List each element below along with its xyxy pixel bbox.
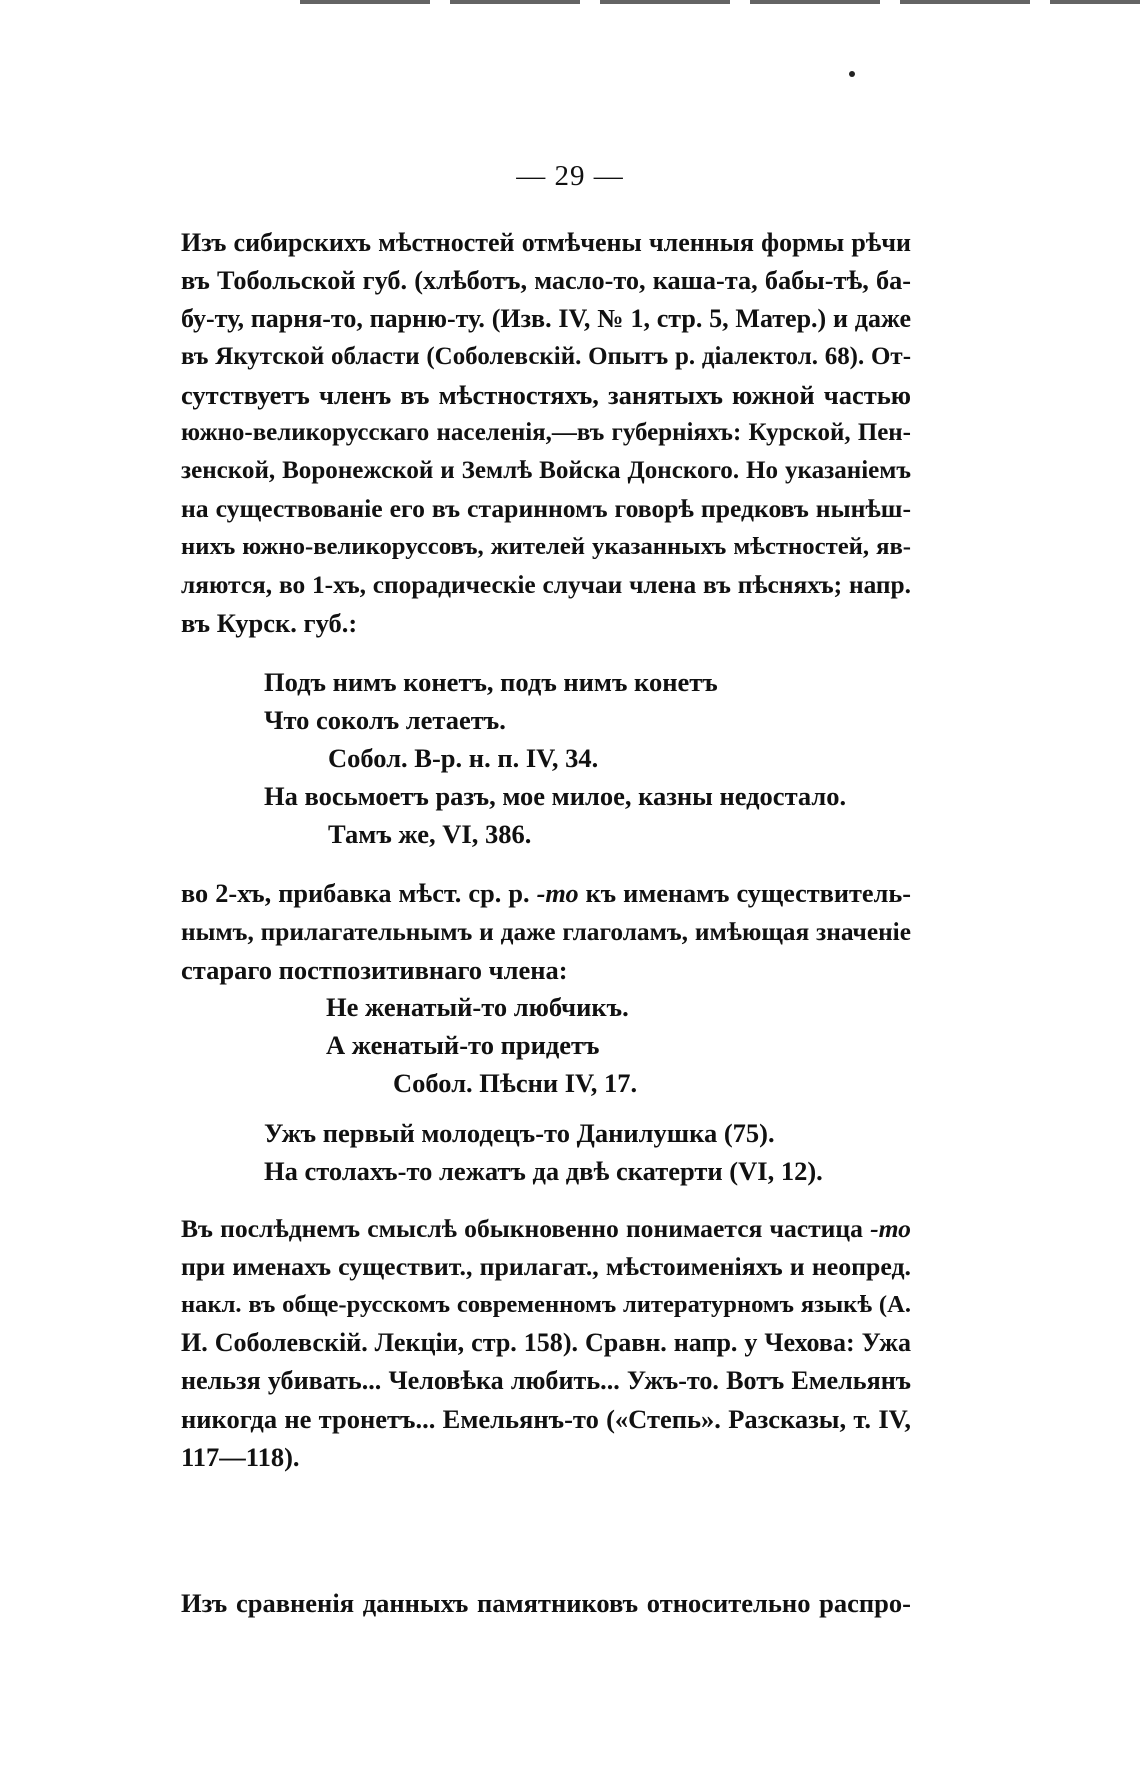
song-quote-3 bbox=[181, 1114, 911, 1190]
scan-speck bbox=[849, 71, 855, 77]
italic-particle: -то bbox=[536, 879, 579, 908]
text-segment: во 2-хъ, прибавка мѣст. ср. р. bbox=[181, 879, 530, 908]
text-line: южно-великорусскаго населенія,—въ губерніяхъ: Курской, Пен- bbox=[181, 419, 911, 446]
verse-line: На столахъ-то лежатъ да двѣ скатерти (VI, 12). bbox=[264, 1156, 823, 1186]
page-number: — 29 — bbox=[516, 160, 624, 192]
paragraph-postpositive bbox=[181, 875, 911, 989]
text-line: накл. въ обще-русскомъ современномъ литературномъ языкѣ (А. bbox=[181, 1291, 911, 1318]
text-line: Изъ сравненія данныхъ памятниковъ относительно распро- bbox=[181, 1588, 911, 1618]
text-line: въ Тобольской губ. (хлѣботъ, масло-то, каша-та, бабы-тѣ, ба- bbox=[181, 266, 911, 295]
citation: Собол. Пѣсни IV, 17. bbox=[393, 1068, 638, 1098]
paragraph-modern-usage bbox=[181, 1210, 911, 1476]
citation: Тамъ же, VI, 386. bbox=[328, 819, 532, 849]
text-line: въ Якутской области (Соболевскій. Опытъ р. діалектол. 68). От- bbox=[181, 343, 911, 370]
text-line: стараго постпозитивнаго члена: bbox=[181, 955, 568, 985]
paragraph-comparison bbox=[181, 1584, 911, 1622]
verse-line: Что соколъ летаетъ. bbox=[264, 705, 506, 735]
text-line bbox=[181, 1210, 911, 1248]
verse-line: Не женатый-то любчикъ. bbox=[326, 992, 629, 1022]
text-line bbox=[181, 875, 911, 913]
song-quote-2 bbox=[181, 988, 911, 1102]
text-line: 117—118). bbox=[181, 1442, 300, 1472]
italic-particle: -то bbox=[870, 1214, 911, 1243]
paragraph-siberian-forms bbox=[181, 224, 911, 642]
text-line: зенской, Воронежской и Землѣ Войска Донского. Но указаніемъ bbox=[181, 457, 911, 484]
text-segment: къ именамъ существитель- bbox=[585, 879, 911, 908]
text-line: на существованіе его въ старинномъ говорѣ предковъ нынѣш- bbox=[181, 494, 911, 523]
text-line: при именахъ существит., прилагат., мѣстоименіяхъ и неопред. bbox=[181, 1252, 911, 1281]
verse-line: Подъ нимъ конетъ, подъ нимъ конетъ bbox=[264, 667, 718, 697]
verse-line: На восьмоетъ разъ, мое милое, казны недостало. bbox=[264, 781, 847, 811]
text-segment: Въ послѣднемъ смыслѣ обыкновенно понимается частица bbox=[181, 1214, 863, 1243]
verse-line: Ужъ первый молодецъ-то Данилушка (75). bbox=[264, 1118, 775, 1148]
text-line: Изъ сибирскихъ мѣстностей отмѣчены членныя формы рѣчи bbox=[181, 228, 911, 257]
text-line: И. Соболевскій. Лекціи, стр. 158). Сравн. напр. у Чехова: Ужа bbox=[181, 1328, 911, 1357]
text-line: нельзя убивать... Человѣка любить... Ужъ-то. Вотъ Емельянъ bbox=[181, 1366, 911, 1395]
text-line: нымъ, прилагательнымъ и даже глаголамъ, имѣющая значеніе bbox=[181, 918, 911, 946]
text-line: въ Курск. губ.: bbox=[181, 608, 358, 638]
scan-edge-artifact bbox=[300, 0, 1140, 4]
song-quote-1 bbox=[181, 663, 911, 853]
text-line: бу-ту, парня-то, парню-ту. (Изв. IV, № 1, стр. 5, Матер.) и даже bbox=[181, 304, 911, 333]
text-line: сутствуетъ членъ въ мѣстностяхъ, занятыхъ южной частью bbox=[181, 380, 911, 410]
verse-line: А женатый-то придетъ bbox=[326, 1030, 600, 1060]
text-line: ляются, во 1-хъ, спорадическіе случаи члена въ пѣсняхъ; напр. bbox=[181, 571, 911, 599]
text-line: никогда не тронетъ... Емельянъ-то («Степь». Разсказы, т. IV, bbox=[181, 1404, 911, 1434]
text-line: нихъ южно-великоруссовъ, жителей указанныхъ мѣстностей, яв- bbox=[181, 533, 911, 560]
citation: Собол. В-р. н. п. IV, 34. bbox=[328, 743, 599, 773]
